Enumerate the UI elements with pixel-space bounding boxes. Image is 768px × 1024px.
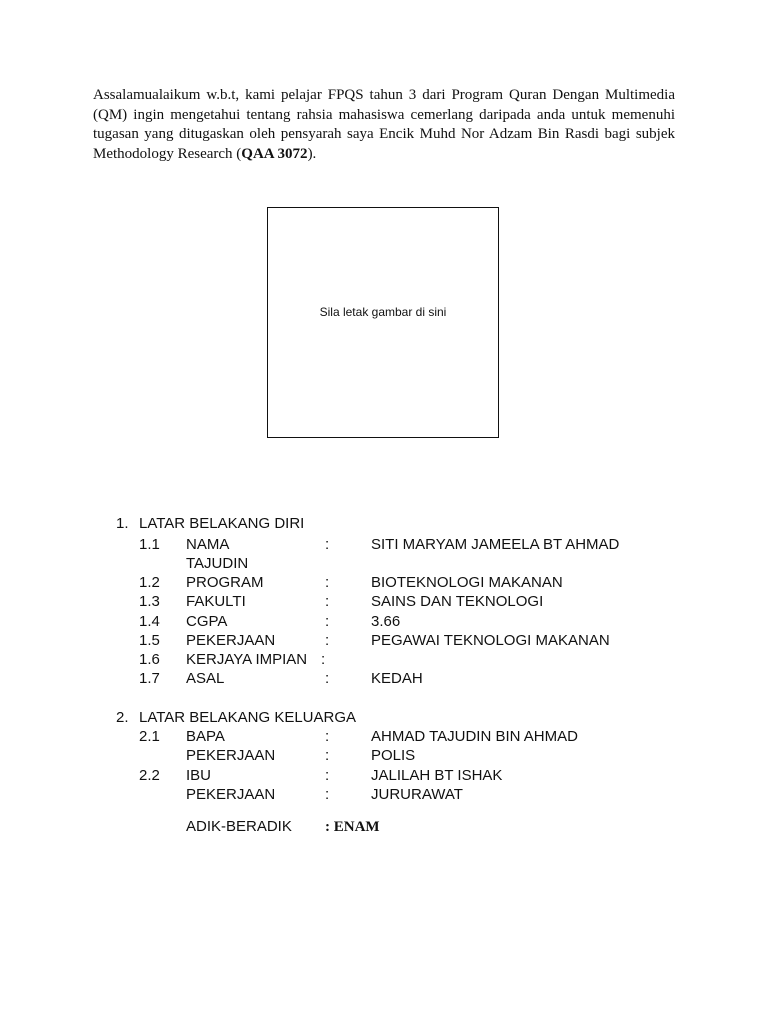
intro-line-last [93, 145, 675, 165]
photo-placeholder-text: Sila letak gambar di sini [319, 304, 447, 319]
row-label: KERJAYA IMPIAN [186, 651, 308, 668]
row-num: 2.1 [139, 728, 160, 745]
row-num: 1.6 [139, 651, 160, 668]
row-colon: : [325, 536, 330, 553]
row-label: IBU [186, 767, 212, 784]
row-colon: : [325, 786, 330, 803]
row-colon: : [325, 747, 330, 764]
row-colon: : [325, 632, 330, 649]
row-num: 1.5 [139, 632, 160, 649]
row-label: PROGRAM [186, 574, 264, 591]
row-label: CGPA [186, 613, 228, 630]
row-value: AHMAD TAJUDIN BIN AHMAD [371, 728, 578, 745]
intro-last-prefix: Methodology Research ( [93, 145, 242, 162]
row-colon: : [325, 593, 330, 610]
row-value-continued: TAJUDIN [186, 555, 249, 572]
intro-last-suffix: ). [307, 145, 317, 162]
row-colon: : [325, 728, 330, 745]
row-num: 2.2 [139, 767, 160, 784]
row-colon: : [325, 574, 330, 591]
row-value: BIOTEKNOLOGI MAKANAN [371, 574, 563, 591]
course-code: QAA 3072 [241, 145, 308, 162]
row-colon: : [325, 767, 330, 784]
row-value: SAINS DAN TEKNOLOGI [371, 593, 544, 610]
row-label: ASAL [186, 670, 225, 687]
row-num: 1.1 [139, 536, 160, 553]
row-label: BAPA [186, 728, 225, 745]
row-colon: : [325, 670, 330, 687]
row-num: 1.4 [139, 613, 160, 630]
row-value: SITI MARYAM JAMEELA BT AHMAD [371, 536, 620, 553]
row-label: FAKULTI [186, 593, 246, 610]
row-label: PEKERJAAN [186, 786, 276, 803]
row-label: PEKERJAAN [186, 747, 276, 764]
row-value: PEGAWAI TEKNOLOGI MAKANAN [371, 632, 610, 649]
siblings-value: : ENAM [325, 819, 380, 835]
row-num: 1.2 [139, 574, 160, 591]
intro-line: Assalamualaikum w.b.t, kami pelajar FPQS tahun 3 dari Program Quran Dengan Multimedia [93, 87, 675, 103]
intro-line: tugasan yang ditugaskan oleh pensyarah saya Encik Muhd Nor Adzam Bin Rasdi bagi subjek [93, 126, 675, 142]
row-value: 3.66 [371, 613, 401, 630]
row-value: JALILAH BT ISHAK [371, 767, 503, 784]
row-num: 1.7 [139, 670, 160, 687]
row-value: JURURAWAT [371, 786, 463, 803]
section2-title: LATAR BELAKANG KELUARGA [139, 709, 357, 726]
siblings-label: ADIK-BERADIK [186, 818, 292, 835]
row-colon: : [321, 651, 326, 668]
row-label: PEKERJAAN [186, 632, 276, 649]
section2-number: 2. [116, 709, 129, 726]
row-value: KEDAH [371, 670, 423, 687]
row-label: NAMA [186, 536, 230, 553]
section1-title: LATAR BELAKANG DIRI [139, 515, 305, 532]
row-num: 1.3 [139, 593, 160, 610]
section1-number: 1. [116, 515, 129, 532]
intro-paragraph [93, 86, 675, 164]
photo-placeholder-box[interactable] [267, 207, 499, 438]
row-value: POLIS [371, 747, 416, 764]
intro-line: (QM) ingin mengetahui tentang rahsia mahasiswa cemerlang daripada anda untuk memenuhi [93, 106, 675, 123]
row-colon: : [325, 613, 330, 630]
